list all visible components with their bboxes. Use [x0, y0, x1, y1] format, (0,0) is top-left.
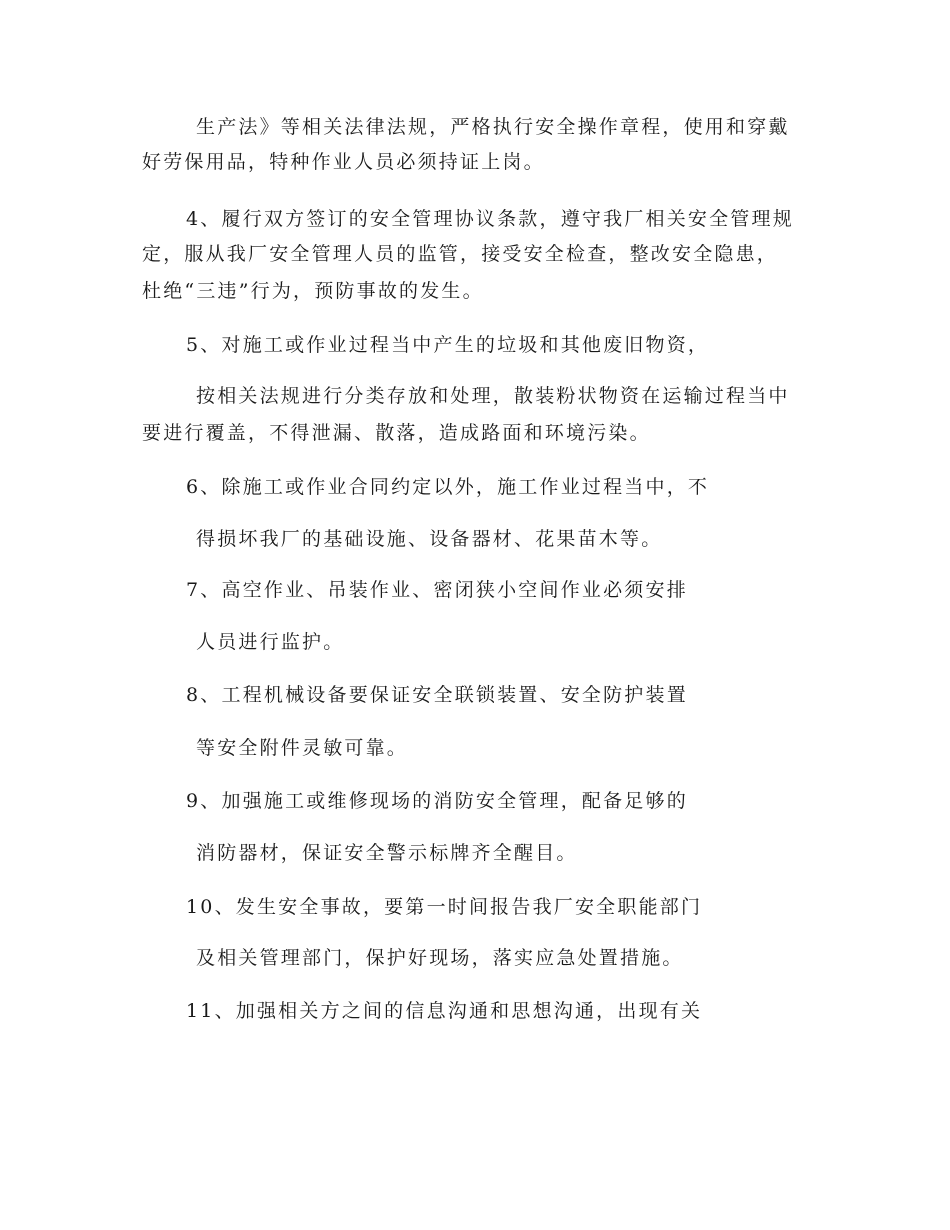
- text-line: 杜绝“三违”行为，预防事故的发生。: [142, 280, 484, 302]
- text-line: 得损坏我厂的基础设施、设备器材、花果苗木等。: [196, 528, 663, 550]
- text-line: 5、对施工或作业过程当中产生的垃圾和其他废旧物资，: [186, 334, 710, 356]
- text-line: 7、高空作业、吊装作业、密闭狭小空间作业必须安排: [186, 579, 688, 601]
- text-line: 生产法》等相关法律法规，严格执行安全操作章程，使用和穿戴: [196, 116, 790, 138]
- text-line: 消防器材，保证安全警示标牌齐全醒目。: [196, 842, 578, 864]
- text-line: 等安全附件灵敏可靠。: [196, 737, 409, 759]
- text-line: 8、工程机械设备要保证安全联锁装置、安全防护装置: [186, 684, 688, 706]
- text-line: 及相关管理部门，保护好现场，落实应急处置措施。: [196, 947, 684, 969]
- text-line: 10、发生安全事故，要第一时间报告我厂安全职能部门: [186, 896, 703, 918]
- text-line: 11、加强相关方之间的信息沟通和思想沟通，出现有关: [186, 1000, 703, 1022]
- text-line: 要进行覆盖，不得泄漏、散落，造成路面和环境污染。: [142, 422, 651, 444]
- text-line: 定，服从我厂安全管理人员的监管，接受安全检查，整改安全隐患，: [142, 243, 779, 265]
- text-line: 9、加强施工或维修现场的消防安全管理，配备足够的: [186, 790, 688, 812]
- text-line: 按相关法规进行分类存放和处理，散装粉状物资在运输过程当中: [196, 385, 790, 407]
- text-line: 人员进行监护。: [196, 631, 345, 653]
- text-line: 6、除施工或作业合同约定以外，施工作业过程当中，不: [186, 476, 710, 498]
- text-line: 4、履行双方签订的安全管理协议条款，遵守我厂相关安全管理规: [186, 208, 794, 230]
- text-line: 好劳保用品，特种作业人员必须持证上岗。: [142, 151, 545, 173]
